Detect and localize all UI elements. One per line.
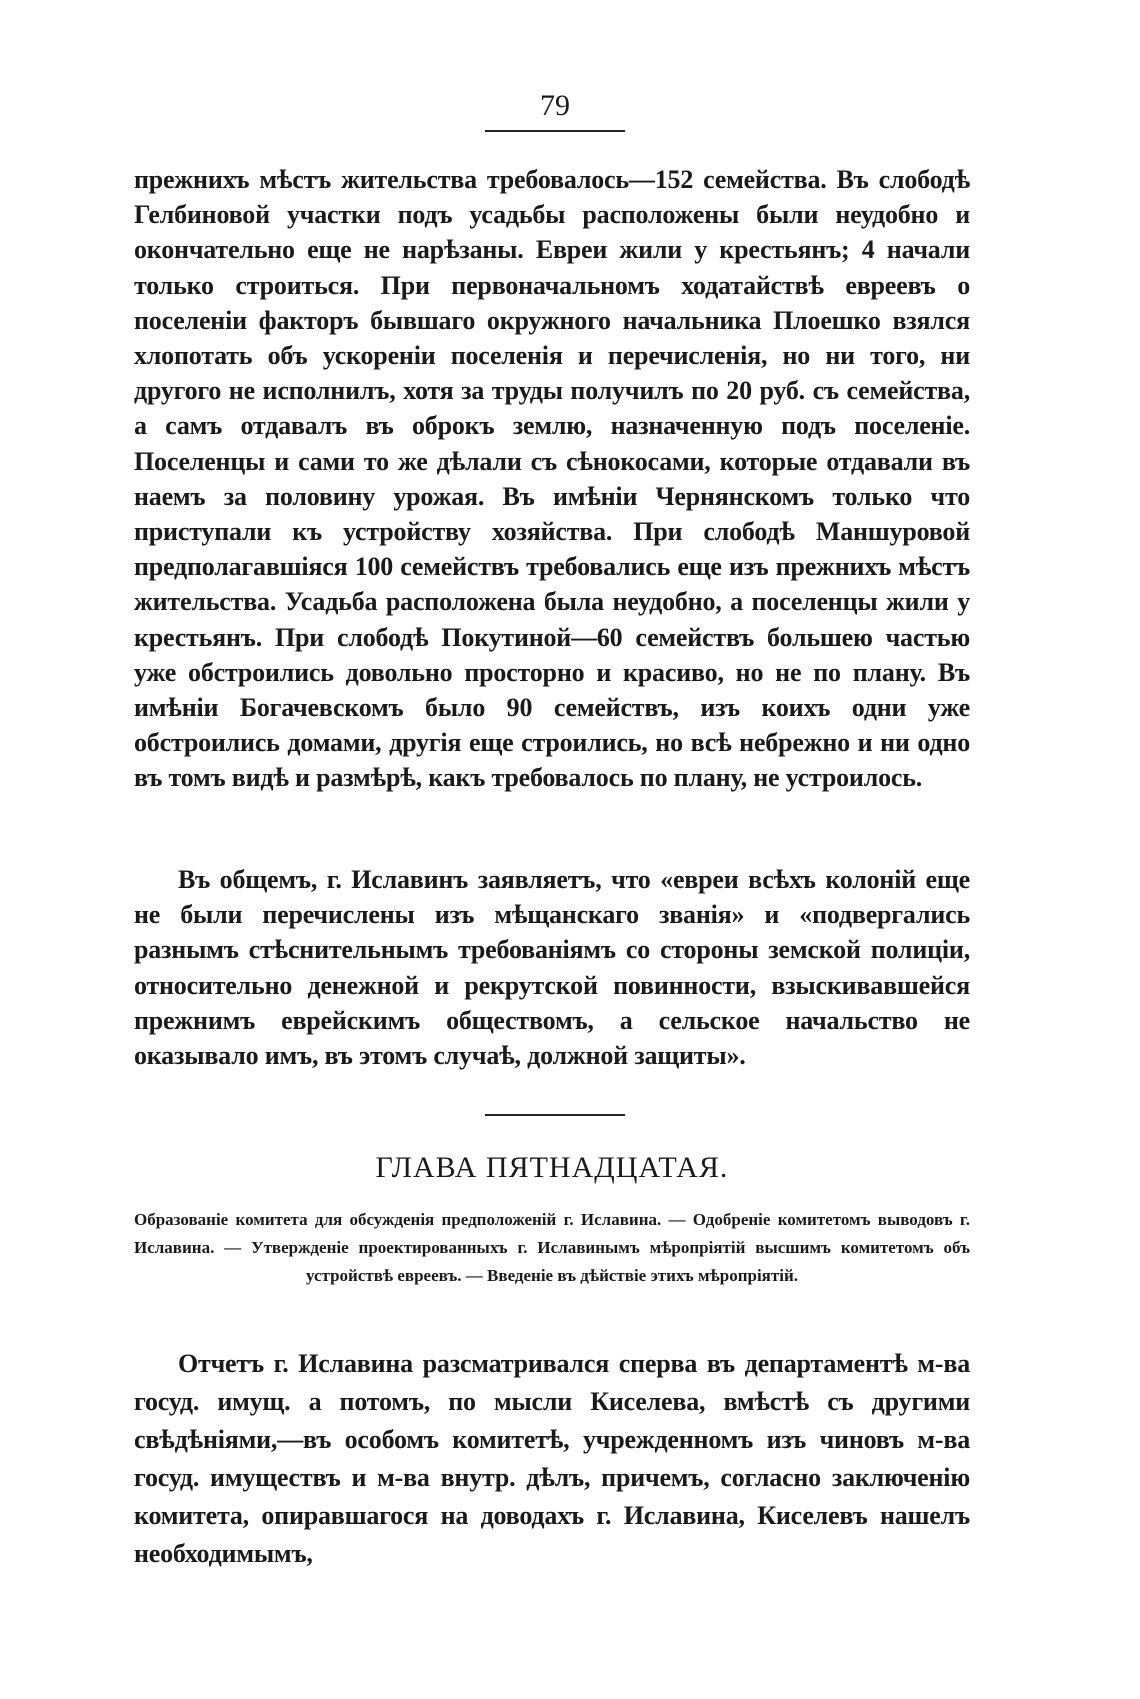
section-divider (485, 1114, 625, 1116)
chapter-body-paragraph: Отчетъ г. Иславина разсматривался сперва въ департаментѣ м-ва госуд. имущ. а потомъ, по мысли Киселева, вмѣстѣ съ другими свѣдѣніями,—въ особомъ комитетѣ, учрежденномъ изъ чиновъ м-ва госуд. имуществъ и м-ва внутр. дѣлъ, причемъ, согласно заключенію комитета, опиравшагося на доводахъ г. Иславина, Киселевъ нашелъ необходимымъ, (134, 1349, 970, 1568)
paragraph-2: Въ общемъ, г. Иславинъ заявляетъ, что «евреи всѣхъ колоній еще не были перечислены изъ мѣщанскаго званія» и «подвергались разнымъ стѣснительнымъ требованіямъ со стороны земской полиціи, относительно денежной и рекрутской повинности, взыскивавшейся прежнимъ еврейскимъ обществомъ, а сельское начальство не оказывало имъ, въ этомъ случаѣ, должной защиты». (134, 865, 970, 1071)
page-number: 79 (540, 89, 570, 122)
paragraph-1: прежнихъ мѣстъ жительства требовалось—152 семейства. Въ слободѣ Гелбиновой участки подъ усадьбы расположены были неудобно и окончательно еще не нарѣзаны. Евреи жили у крестьянъ; 4 начали только строиться. При первоначальномъ ходатайствѣ евреевъ о поселеніи факторъ бывшаго окружного начальника Плоешко взялся хлопотать объ ускореніи поселенія и перечисленія, но ни того, ни другого не исполнилъ, хотя за труды получилъ по 20 руб. съ семейства, а самъ отдавалъ въ оброкъ землю, назначенную подъ поселеніе. Поселенцы и сами то же дѣлали съ сѣнокосами, которые отдавали въ наемъ за половину урожая. Въ имѣніи Чернянскомъ только что приступали къ устройству хозяйства. При слободѣ Маншуровой предполагавшіяся 100 семействъ требовались еще изъ прежнихъ мѣстъ жительства. Усадьба расположена была неудобно, а поселенцы жили у крестьянъ. При слободѣ Покутиной—60 семействъ большею частью уже обстроились довольно просторно и красиво, но не по плану. Въ имѣніи Богачевскомъ было 90 семействъ, изъ коихъ одни уже обстроились домами, другія еще строились, но всѣ небрежно и ни одно въ томъ видѣ и размѣрѣ, какъ требовалось по плану, не устроилось. (134, 165, 970, 793)
chapter-title: ГЛАВА ПЯТНАДЦАТАЯ. (375, 1151, 729, 1184)
chapter-summary: Образованіе комитета для обсужденія предположеній г. Иславина. — Одобреніе комитетомъ выводовъ г. Иславина. — Утвержденіе проектированныхъ г. Иславинымъ мѣропріятій высшимъ комитетомъ объ устройствѣ евреевъ. — Введеніе въ дѣйствіе этихъ мѣропріятій. (134, 1210, 970, 1285)
page-number-rule (485, 130, 625, 132)
